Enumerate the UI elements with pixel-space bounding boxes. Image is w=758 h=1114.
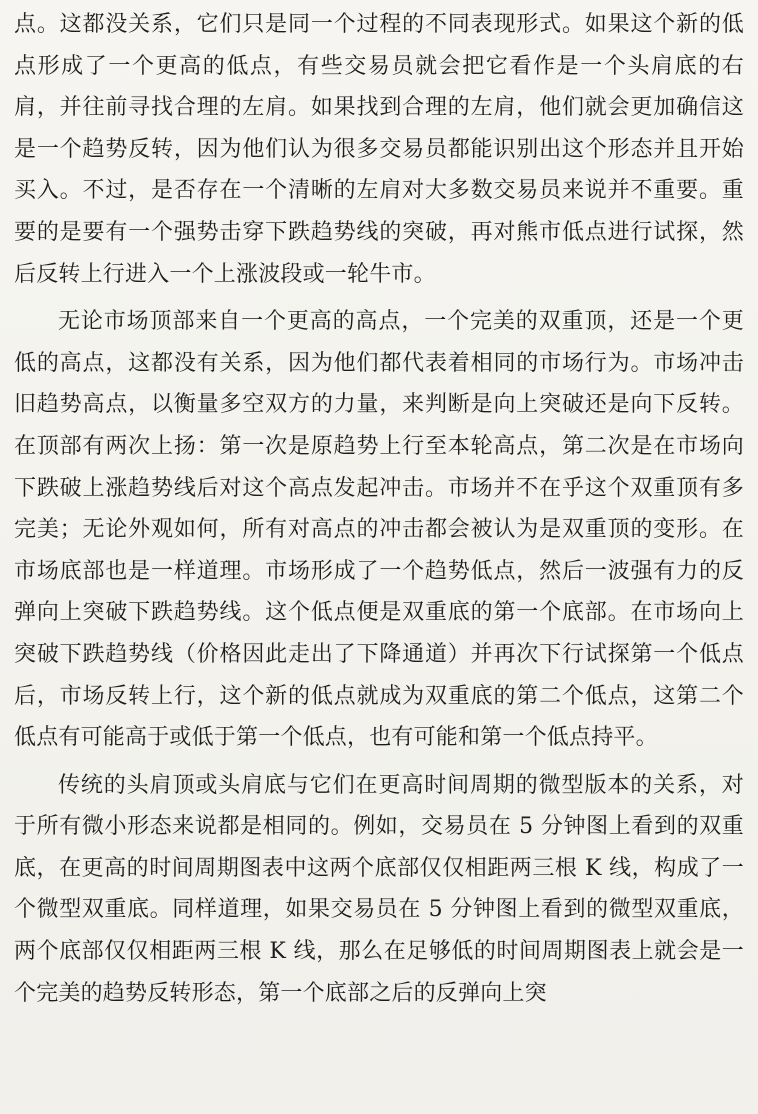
paragraph-2: 无论市场顶部来自一个更高的高点，一个完美的双重顶，还是一个更低的高点，这都没有关系，因为他们都代表着相同的市场行为。市场冲击旧趋势高点，以衡量多空双方的力量，来判断是向上突破还是向下反转。在顶部有两次上扬：第一次是原趋势上行至本轮高点，第二次是在市场向下跌破上涨趋势线后对这个高点发起冲击。市场并不在乎这个双重顶有多完美；无论外观如何，所有对高点的冲击都会被认为是双重顶的变形。在市场底部也是一样道理。市场形成了一个趋势低点，然后一波强有力的反弹向上突破下跌趋势线。这个低点便是双重底的第一个底部。在市场向上突破下跌趋势线（价格因此走出了下降通道）并再次下行试探第一个低点后，市场反转上行，这个新的低点就成为双重底的第二个低点，这第二个低点有可能高于或低于第一个低点，也有可能和第一个低点持平。 [14, 309, 744, 751]
paragraph-3: 传统的头肩顶或头肩底与它们在更高时间周期的微型版本的关系，对于所有微小形态来说都是相同的。例如，交易员在 5 分钟图上看到的双重底，在更高的时间周期图表中这两个底部仅仅相距两三根 K 线，构成了一个微型双重底。同样道理，如果交易员在 5 分钟图上看到的微型双重底，两个底部仅仅相距两三根 K 线，那么在足够低的时间周期图表上就会是一个完美的趋势反转形态，第一个底部之后的反弹向上突 [14, 772, 744, 1006]
paragraph-1: 点。这都没关系，它们只是同一个过程的不同表现形式。如果这个新的低点形成了一个更高的低点，有些交易员就会把它看作是一个头肩底的右肩，并往前寻找合理的左肩。如果找到合理的左肩，他们就会更加确信这是一个趋势反转，因为他们认为很多交易员都能识别出这个形态并且开始买入。不过，是否存在一个清晰的左肩对大多数交易员来说并不重要。重要的是要有一个强势击穿下跌趋势线的突破，再对熊市低点进行试探，然后反转上行进入一个上涨波段或一轮牛市。 [14, 12, 744, 287]
